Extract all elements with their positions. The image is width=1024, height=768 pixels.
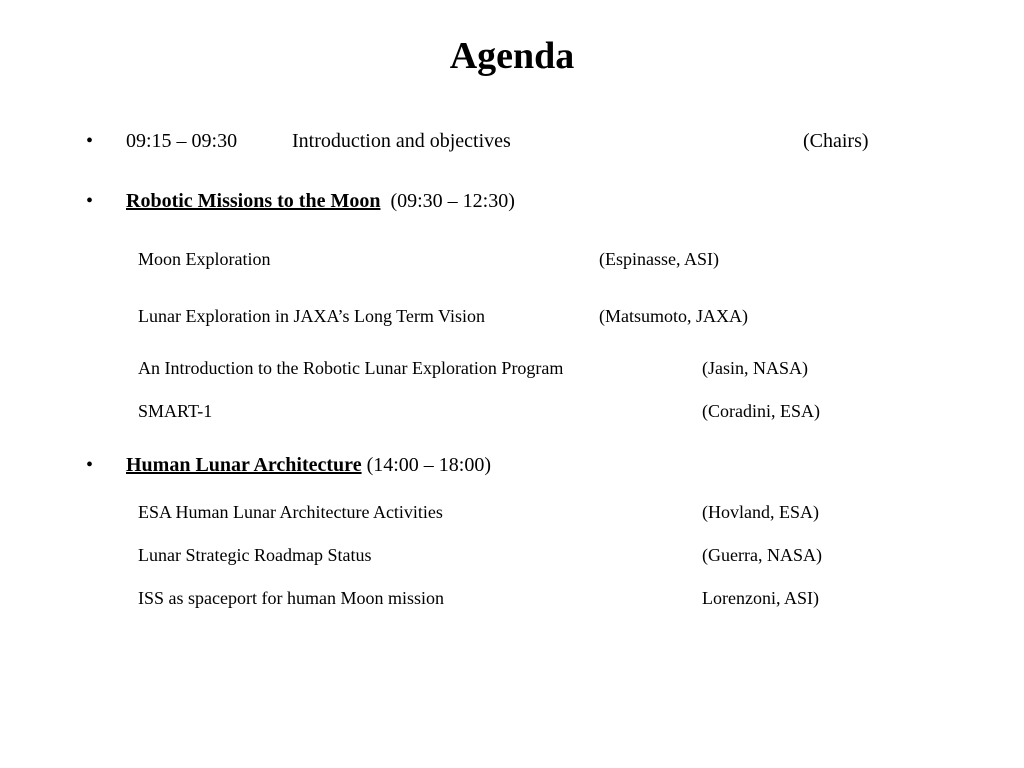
agenda-item-speaker: (Hovland, ESA) xyxy=(702,502,819,522)
agenda-item-speaker: (Coradini, ESA) xyxy=(702,401,820,421)
intro-topic: Introduction and objectives xyxy=(292,130,511,152)
agenda-item-topic: ISS as spaceport for human Moon mission xyxy=(138,588,444,608)
agenda-item-topic: An Introduction to the Robotic Lunar Exploration Program xyxy=(138,358,564,378)
agenda-item-speaker: Lorenzoni, ASI) xyxy=(702,588,819,608)
agenda-item-speaker: (Espinasse, ASI) xyxy=(599,249,719,269)
agenda-item-speaker: (Matsumoto, JAXA) xyxy=(599,306,748,326)
agenda-item-topic: Lunar Strategic Roadmap Status xyxy=(138,545,372,565)
section-human-time: (14:00 – 18:00) xyxy=(366,454,492,476)
section-human-title: Human Lunar Architecture xyxy=(126,454,362,476)
bullet-intro: • xyxy=(86,130,94,152)
bullet-section-robotic: • xyxy=(86,190,94,212)
agenda-item-topic: Lunar Exploration in JAXA’s Long Term Vision xyxy=(138,306,485,326)
section-robotic-header xyxy=(126,189,515,213)
agenda-item-speaker: (Jasin, NASA) xyxy=(702,358,808,378)
section-human-header xyxy=(126,453,491,477)
agenda-item-speaker: (Guerra, NASA) xyxy=(702,545,822,565)
section-robotic-title: Robotic Missions to the Moon xyxy=(126,190,381,212)
agenda-item-topic: SMART-1 xyxy=(138,401,213,421)
bullet-section-human: • xyxy=(86,454,94,476)
agenda-item-topic: Moon Exploration xyxy=(138,249,271,269)
intro-speaker: (Chairs) xyxy=(803,130,869,152)
intro-time: 09:15 – 09:30 xyxy=(126,130,238,152)
section-robotic-time: (09:30 – 12:30) xyxy=(390,190,515,212)
slide-title: Agenda xyxy=(449,35,575,77)
agenda-item-topic: ESA Human Lunar Architecture Activities xyxy=(138,502,443,522)
